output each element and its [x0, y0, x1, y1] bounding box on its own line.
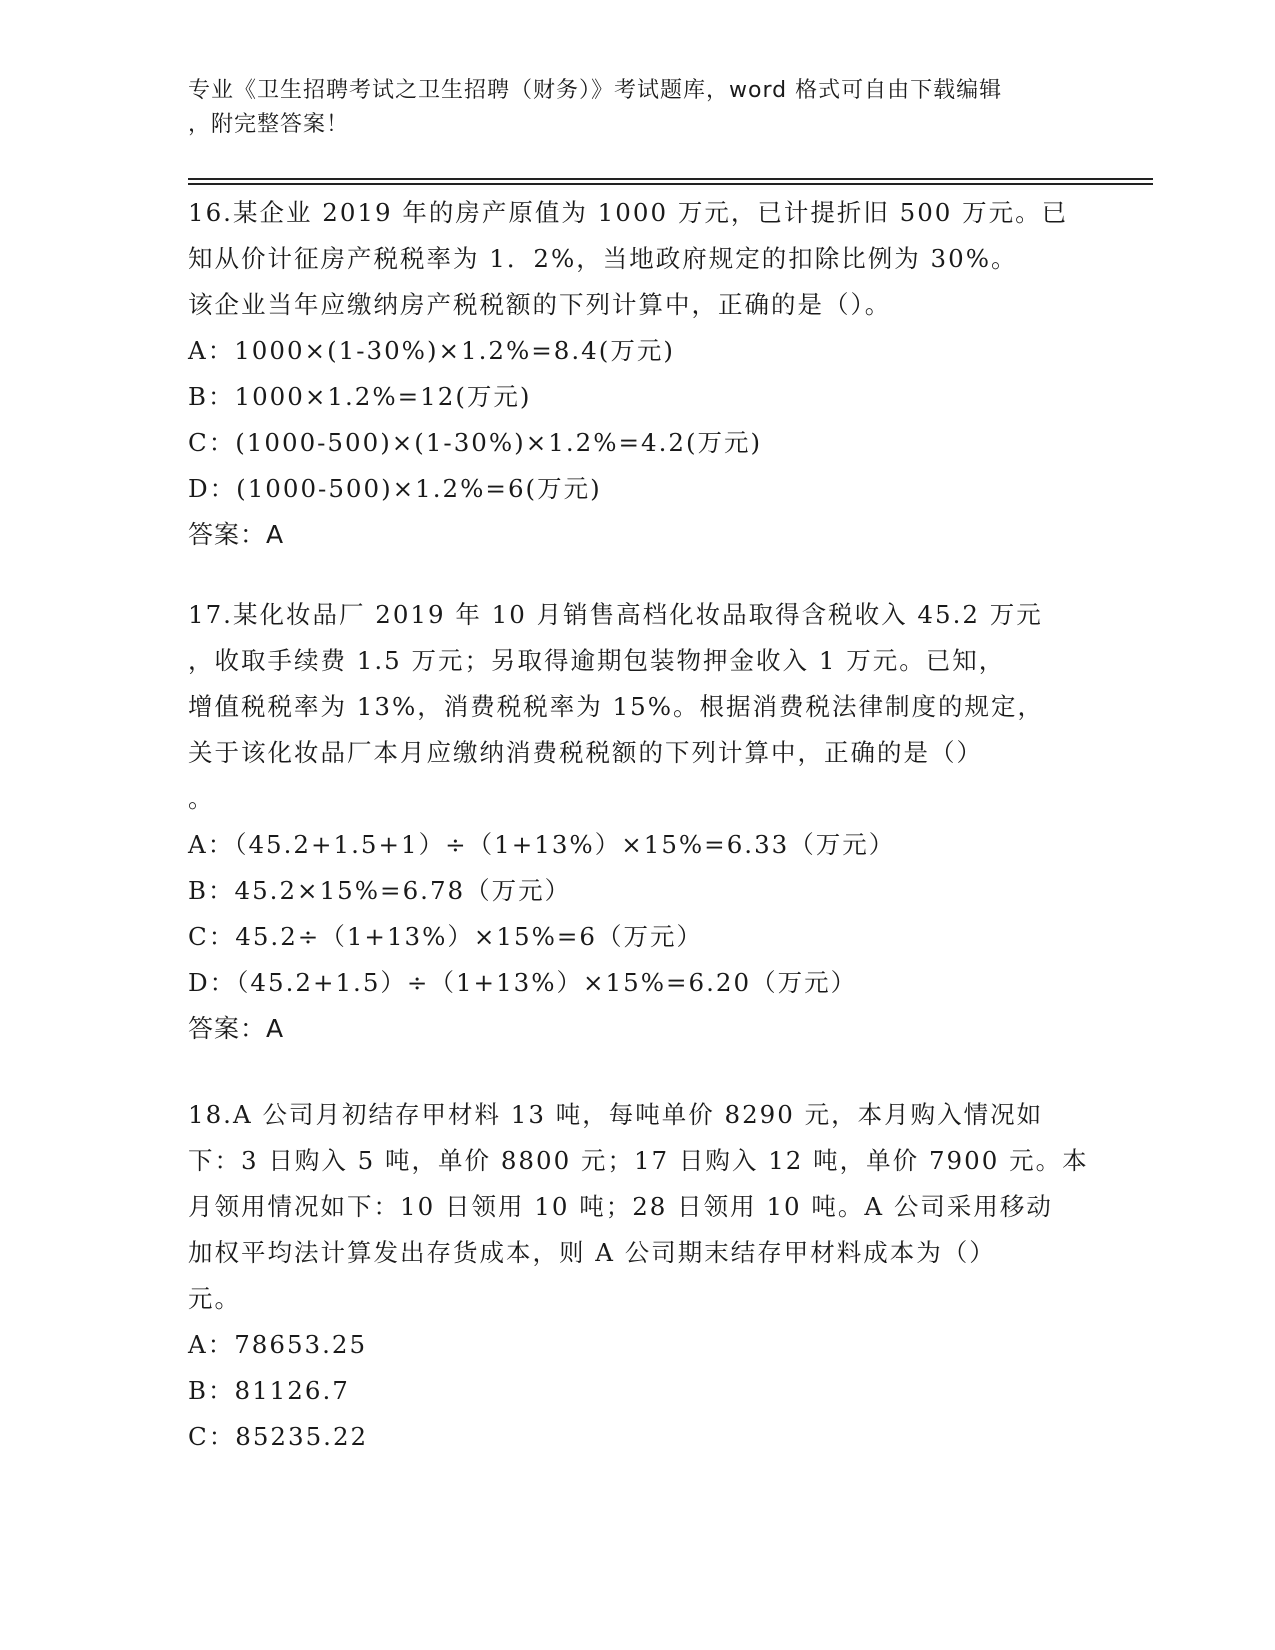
header-divider — [188, 183, 1153, 185]
document-header — [188, 74, 1068, 142]
option-b: B：1000×1.2%=12(万元) — [188, 382, 532, 411]
question-stem-line: 知从价计征房产税税率为 1．2%，当地政府规定的扣除比例为 30%。 — [188, 244, 1018, 273]
question-17 — [188, 592, 1088, 1052]
question-stem-line: 关于该化妆品厂本月应缴纳消费税税额的下列计算中，正确的是（） — [188, 738, 983, 767]
option-c: C：85235.22 — [188, 1422, 369, 1451]
question-stem-line: 16.某企业 2019 年的房产原值为 1000 万元，已计提折旧 500 万元。已 — [188, 198, 1069, 227]
header-line: ，附完整答案！ — [188, 112, 350, 137]
option-a: A：1000×(1-30%)×1.2%=8.4(万元) — [188, 336, 675, 365]
question-stem-line: 该企业当年应缴纳房产税税额的下列计算中，正确的是（）。 — [188, 290, 892, 319]
answer-label: 答案：A — [188, 1014, 285, 1043]
question-stem-line: 月领用情况如下：10 日领用 10 吨；28 日领用 10 吨。A 公司采用移动 — [188, 1192, 1053, 1221]
question-16 — [188, 190, 1088, 558]
header-divider — [188, 178, 1153, 180]
question-stem-line: 加权平均法计算发出存货成本，则 A 公司期末结存甲材料成本为（） — [188, 1238, 996, 1267]
answer-label: 答案：A — [188, 520, 285, 549]
option-b: B：81126.7 — [188, 1376, 350, 1405]
option-b: B：45.2×15%=6.78（万元） — [188, 876, 572, 905]
question-stem-line: 元。 — [188, 1284, 241, 1313]
option-a: A：78653.25 — [188, 1330, 368, 1359]
question-stem-line: ，收取手续费 1.5 万元；另取得逾期包装物押金收入 1 万元。已知， — [188, 646, 1006, 675]
question-stem-line: 。 — [188, 784, 215, 813]
question-stem-line: 下：3 日购入 5 吨，单价 8800 元；17 日购入 12 吨，单价 7900 元。本 — [188, 1146, 1089, 1175]
option-a: A：（45.2+1.5+1）÷（1+13%）×15%=6.33（万元） — [188, 830, 896, 859]
question-stem-line: 18.A 公司月初结存甲材料 13 吨，每吨单价 8290 元，本月购入情况如 — [188, 1100, 1044, 1129]
option-d: D：(1000-500)×1.2%=6(万元) — [188, 474, 602, 503]
question-18 — [188, 1092, 1088, 1460]
header-line: 专业《卫生招聘考试之卫生招聘（财务）》考试题库，word 格式可自由下载编辑 — [188, 78, 1003, 103]
question-stem-line: 增值税税率为 13%，消费税税率为 15%。根据消费税法律制度的规定， — [188, 692, 1044, 721]
option-d: D：（45.2+1.5）÷（1+13%）×15%=6.20（万元） — [188, 968, 858, 997]
option-c: C：(1000-500)×(1-30%)×1.2%=4.2(万元) — [188, 428, 763, 457]
question-stem-line: 17.某化妆品厂 2019 年 10 月销售高档化妆品取得含税收入 45.2 万元 — [188, 600, 1043, 629]
option-c: C：45.2÷（1+13%）×15%=6（万元） — [188, 922, 703, 951]
